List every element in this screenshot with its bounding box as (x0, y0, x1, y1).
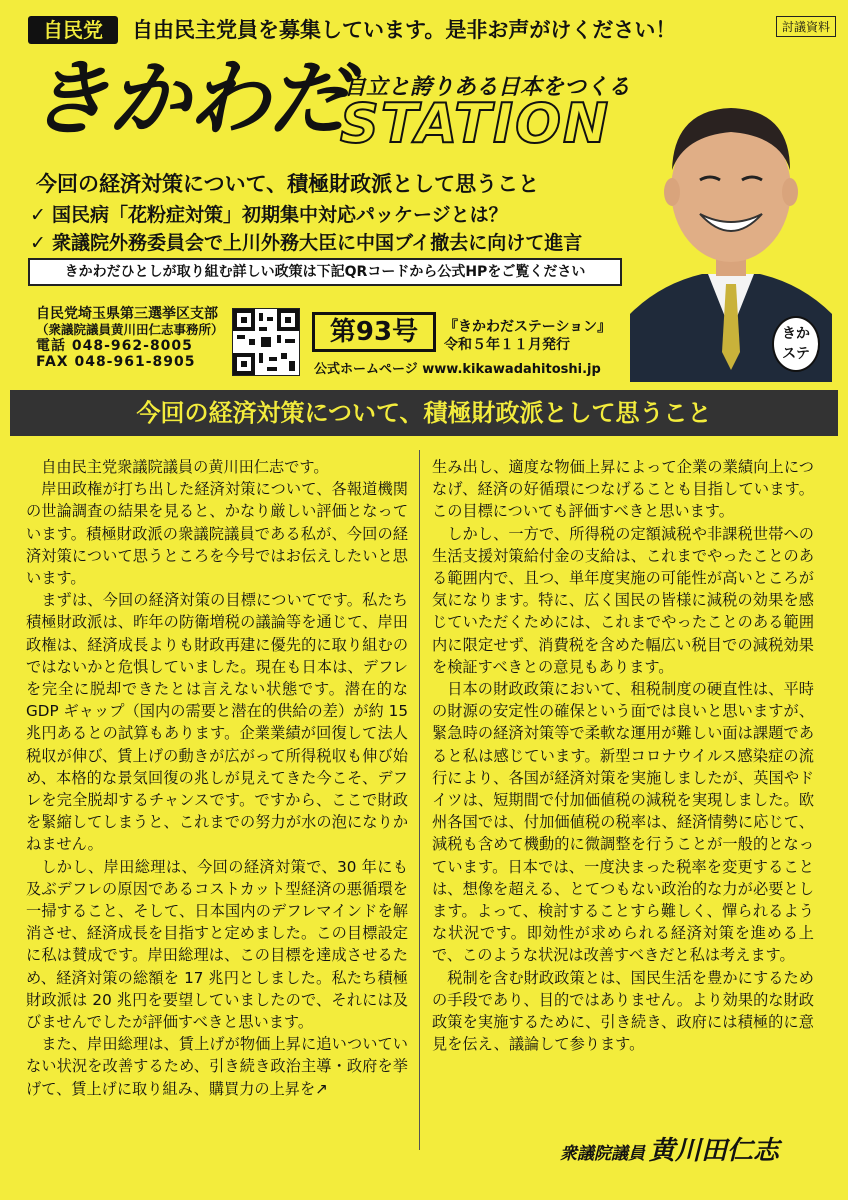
article-column-left (26, 456, 408, 1100)
article-paragraph: 自由民主党衆議院議員の黄川田仁志です。 (41, 458, 329, 476)
article-column-right (432, 456, 814, 1055)
column-divider (419, 450, 420, 1150)
document-tag: 討議資料 (776, 16, 836, 37)
article-paragraph: 税制を含む財政政策とは、国民生活を豊かにするための手段であり、目的ではありません。より効果的な財政政策を実施するために、引き続き、政府には積極的に意見を伝え、議論して参ります。 (432, 968, 814, 1054)
headline-bullet (30, 228, 582, 255)
article-paragraph: まずは、今回の経済対策の目標についてです。私たち積極財政派は、昨年の防衛増税の議論等を通じて、岸田政権は、経済成長よりも財政再建に優先的に取り組むのではないかと危惧していました。現在も日本は、デフレを完全に脱却できたとは言えない状態です。潜在的な GDP ギャップ（国内の需要と潜在的供給の差）が約 15 兆円あるとの試算もあります。企業業績が回復して法人税収が伸び、賃上げの動きが広がって所得税収も伸び始め、本格的な景気回復の兆しが見えてきた今こそ、デフレを完全脱却するチャンスです。ですから、ここで財政を緊縮してしまうと、これまでの努力が水の泡になりかねません。 (26, 591, 408, 854)
bullet-text: 国民病「花粉症対策」初期集中対応パッケージとは？ (52, 204, 508, 226)
qr-code-icon[interactable] (232, 308, 300, 376)
issue-title: 『きかわだステーション』 (444, 319, 612, 335)
masthead-slogan: 自立と誇りある日本をつくる (344, 75, 631, 100)
signature-name: 黄川田仁志 (649, 1136, 780, 1166)
qr-note: きかわだひとしが取り組む詳しい政策は下記QRコードから公式HPをご覧ください (28, 258, 622, 286)
bullet-text: 衆議院外務委員会で上川外務大臣に中国ブイ撤去に向けて進言 (52, 232, 583, 254)
issue-number: 第93号 (312, 312, 436, 352)
top-banner (12, 14, 752, 46)
fax-number: FAX 048-961-8905 (36, 354, 196, 370)
office-name: （衆議院議員黄川田仁志事務所） (36, 322, 224, 337)
article-paragraph: 岸田政権が打ち出した経済対策について、各報道機関の世論調査の結果を見ると、かなり厳しい評価となっています。積極財政派の衆議院議員である私が、今回の経済対策について思うところを今号ではお伝えしたいと思います。 (26, 480, 408, 588)
party-badge: 自民党 (28, 16, 118, 44)
contact-block (36, 306, 224, 370)
masthead-title: きかわだ (28, 52, 348, 147)
issue-date: 令和５年１１月発行 (444, 337, 570, 353)
recruit-text: 自由民主党員を募集しています。是非お声がけください！ (132, 18, 677, 42)
article-paragraph: また、岸田総理は、賃上げが物価上昇に追いついていない状況を改善するため、引き続き政治主導・政府を挙げて、賃上げに取り組み、購買力の上昇を↗ (26, 1035, 408, 1098)
check-icon: ✓ (30, 204, 46, 226)
article-paragraph: 生み出し、適度な物価上昇によって企業の業績向上につなげ、経済の好循環につなげることも目指しています。この目標についても評価すべきと思います。 (432, 458, 814, 521)
article-paragraph: 日本の財政政策において、租税制度の硬直性は、平時の財源の安定性の確保という面では良いと思いますが、緊急時の経済対策等で柔軟な運用が難しい面は課題であると私は感じています。新型コロナウイルス感染症の流行により、各国が経済対策を実施しましたが、英国やドイツは、短期間で付加価値税の減税を実現しました。欧州各国では、付加価値税の税率は、経済情勢に応じて、減税も含めて機動的に微調整を行うことが一般的となっています。日本では、一度決まった税率を変更することは、想像を超える、とてつもない政治的な力が必要とします。よって、検討することすら難しく、憚られるような状況です。即効性が求められる経済対策を進める上で、このような状況は改善すべきだと私は考えます。 (432, 680, 814, 965)
phone-number: 電話 048-962-8005 (36, 338, 193, 354)
portrait-badge (772, 316, 820, 372)
main-headline: 今回の経済対策について、積極財政派として思うこと (36, 172, 540, 196)
signature-role: 衆議院議員 (560, 1144, 645, 1164)
signature (560, 1130, 779, 1167)
article-paragraph: しかし、一方で、所得税の定額減税や非課税世帯への生活支援対策給付金の支給は、これまでやったことのある範囲内で、且つ、単年度実施の可能性が高いところが気になります。特に、広く国民の皆様に減税の効果を感じていただくためには、これまでやったことのある範囲内に限定せず、消費税を含めた幅広い税目での減税効果を検証すべきとの意見もあります。 (432, 524, 814, 676)
check-icon: ✓ (30, 232, 46, 254)
badge-line: きか (782, 326, 810, 342)
headline-bullet (30, 200, 508, 227)
branch-name: 自民党埼玉県第三選挙区支部 (36, 306, 218, 322)
badge-line: ステ (782, 346, 810, 362)
section-header: 今回の経済対策について、積極財政派として思うこと (10, 390, 838, 436)
homepage-link[interactable]: 公式ホームページ www.kikawadahitoshi.jp (314, 362, 601, 377)
masthead-station: STATION (340, 92, 611, 155)
article-paragraph: しかし、岸田総理は、今回の経済対策で、30 年にも及ぶデフレの原因であるコストカット型経済の悪循環を一掃すること、そして、日本国内のデフレマインドを解消させ、経済成長を目指すと定めました。この目標設定に私は賛成です。岸田総理は、この目標を達成させるため、経済対策の総額を 17 兆円としました。私たち積極財政派は 20 兆円を要望していましたので、それには及びませんでしたが評価すべきと思います。 (26, 857, 408, 1032)
